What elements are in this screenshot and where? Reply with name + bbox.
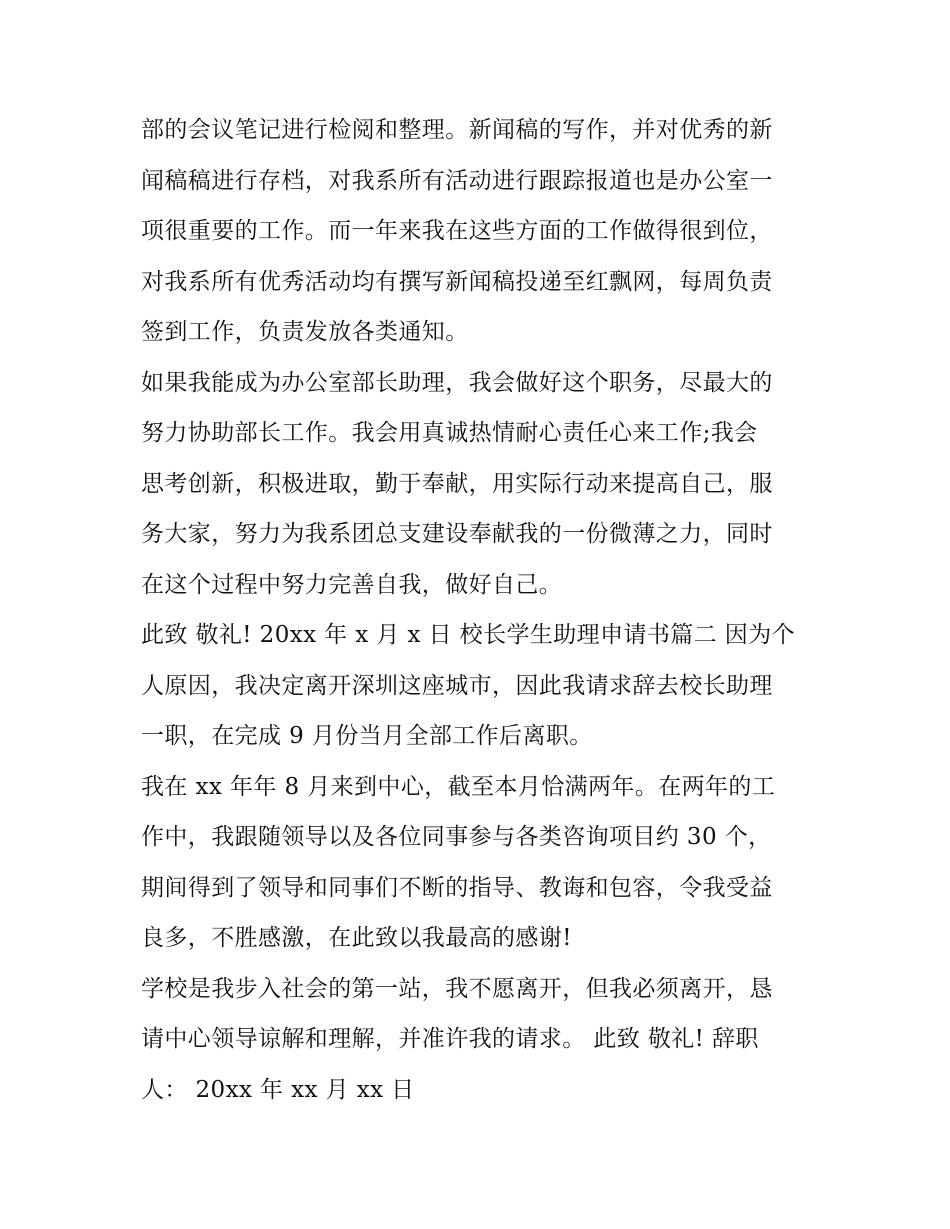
text-line: 我在 xx 年年 8 月来到中心，截至本月恰满两年。在两年的工 [141,773,776,800]
text-line: 务大家，努力为我系团总支建设奉献我的一份微薄之力，同时 [141,521,773,547]
text-line: 人原因，我决定离开深圳这座城市，因此我请求辞去校长助理 [141,672,773,699]
text-line: 人： 20xx 年 xx 月 xx 日 [141,1076,415,1103]
text-line: 如果我能成为办公室部长助理，我会做好这个职务，尽最大的 [141,369,773,396]
text-line: 良多，不胜感激，在此致以我最高的感谢! [141,925,572,951]
text-line: 思考创新，积极进取，勤于奉献，用实际行动来提高自己，服 [141,470,773,497]
text-line: 在这个过程中努力完善自我，做好自己。 [141,571,563,598]
text-line: 签到工作，负责发放各类通知。 [141,319,469,345]
text-line: 努力协助部长工作。我会用真诚热情耐心责任心来工作;我会 [141,420,758,446]
text-line: 此致 敬礼! 20xx 年 x 月 x 日 校长学生助理申请书篇二 因为个 [141,622,795,648]
text-line: 学校是我步入社会的第一站，我不愿离开，但我必须离开，恳 [141,975,773,1002]
document-body [141,105,821,1115]
text-line: 项很重要的工作。而一年来我在这些方面的工作做得很到位， [141,218,773,244]
text-line: 闻稿稿进行存档，对我系所有活动进行跟踪报道也是办公室一 [141,167,773,194]
text-line: 请中心领导谅解和理解，并准许我的请求。 此致 敬礼! 辞职 [141,1026,759,1052]
text-line: 部的会议笔记进行检阅和整理。新闻稿的写作，并对优秀的新 [141,117,773,143]
text-line: 期间得到了领导和同事们不断的指导、教诲和包容，令我受益 [141,874,773,901]
text-line: 对我系所有优秀活动均有撰写新闻稿投递至红飘网，每周负责 [141,268,773,295]
text-line: 一职，在完成 9 月份当月全部工作后离职。 [141,723,593,749]
text-line: 作中，我跟随领导以及各位同事参与各类咨询项目约 30 个， [141,824,772,850]
